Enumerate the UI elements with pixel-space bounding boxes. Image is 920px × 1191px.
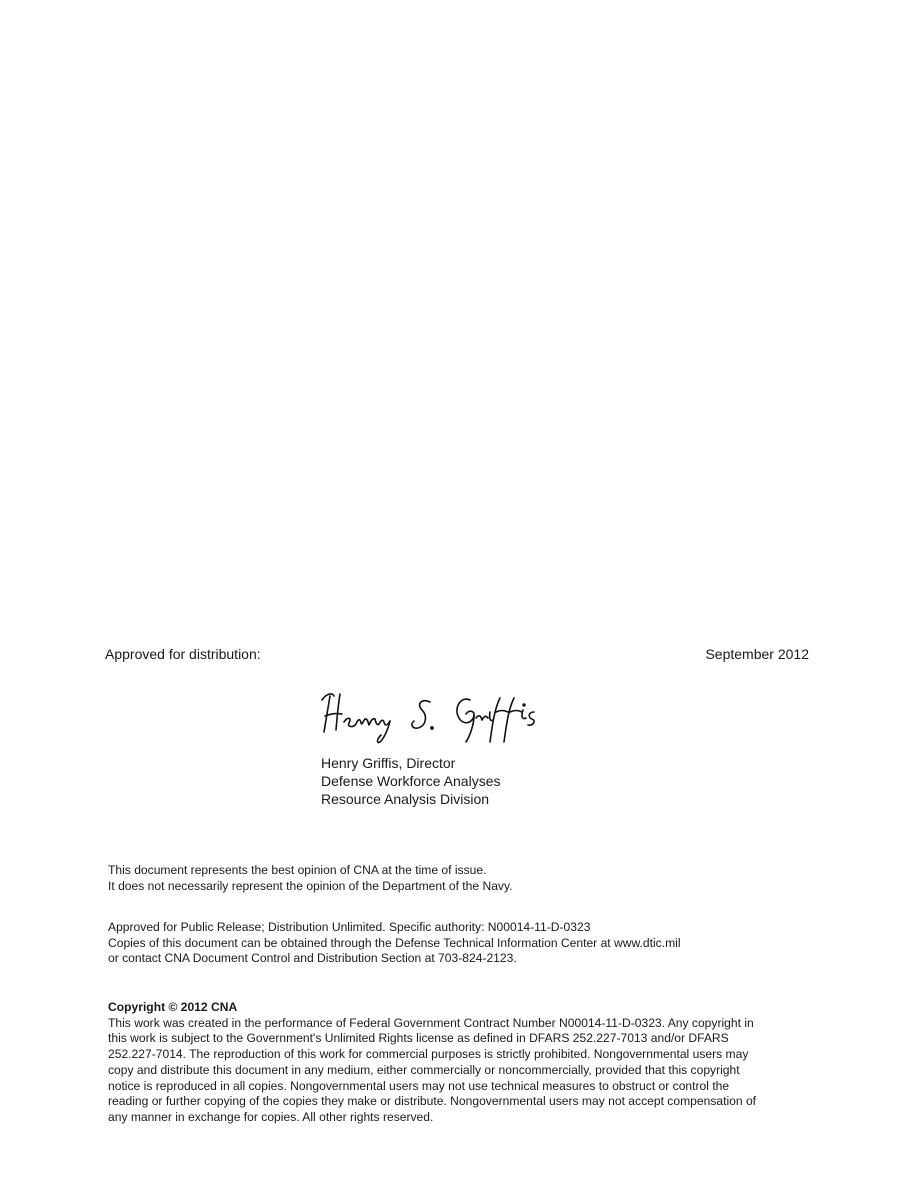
- signatory-team: Defense Workforce Analyses: [321, 773, 501, 789]
- signatory-name-title: Henry Griffis, Director: [321, 755, 456, 771]
- disclaimer-line: This document represents the best opinion of CNA at the time of issue.: [108, 863, 487, 877]
- handwritten-signature: [318, 688, 543, 744]
- release-line: Copies of this document can be obtained through the Defense Technical Information Center at www.dtic.mil: [108, 935, 681, 950]
- approval-date: September 2012: [705, 646, 809, 662]
- release-line: Approved for Public Release; Distribution Unlimited. Specific authority: N00014-11-D-0323: [108, 920, 591, 934]
- copyright-line: any manner in exchange for copies. All other rights reserved.: [108, 1109, 434, 1124]
- copyright-line: 252.227-7014. The reproduction of this work for commercial purposes is strictly prohibited. Nongovernmental users may: [108, 1047, 749, 1062]
- disclaimer-line: It does not necessarily represent the opinion of the Department of the Navy.: [108, 878, 513, 893]
- copyright-heading: Copyright © 2012 CNA: [108, 1000, 238, 1014]
- signatory-division: Resource Analysis Division: [321, 791, 490, 807]
- disclaimer-block: [108, 863, 812, 894]
- copyright-line: copy and distribute this document in any medium, either commercially or noncommercially, provided that this copyright: [108, 1062, 740, 1077]
- copyright-block: [108, 1000, 812, 1126]
- approval-row: [105, 646, 809, 666]
- copyright-line: notice is reproduced in all copies. Nongovernmental users may not use technical measures to obstruct or control the: [108, 1078, 730, 1093]
- copyright-line: this work is subject to the Government's Unlimited Rights license as defined in DFARS 252.227-7013 and/or DFARS: [108, 1031, 729, 1046]
- copyright-line: reading or further copying of the copies they make or distribute. Nongovernmental users may not accept compensation of: [108, 1094, 757, 1109]
- copyright-line: This work was created in the performance of Federal Government Contract Number N00014-11-D-0323. Any copyright in: [108, 1015, 754, 1030]
- release-block: [108, 920, 812, 967]
- release-line: or contact CNA Document Control and Distribution Section at 703-824-2123.: [108, 951, 517, 966]
- approval-label: Approved for distribution:: [105, 646, 261, 662]
- signatory-block: [321, 754, 501, 808]
